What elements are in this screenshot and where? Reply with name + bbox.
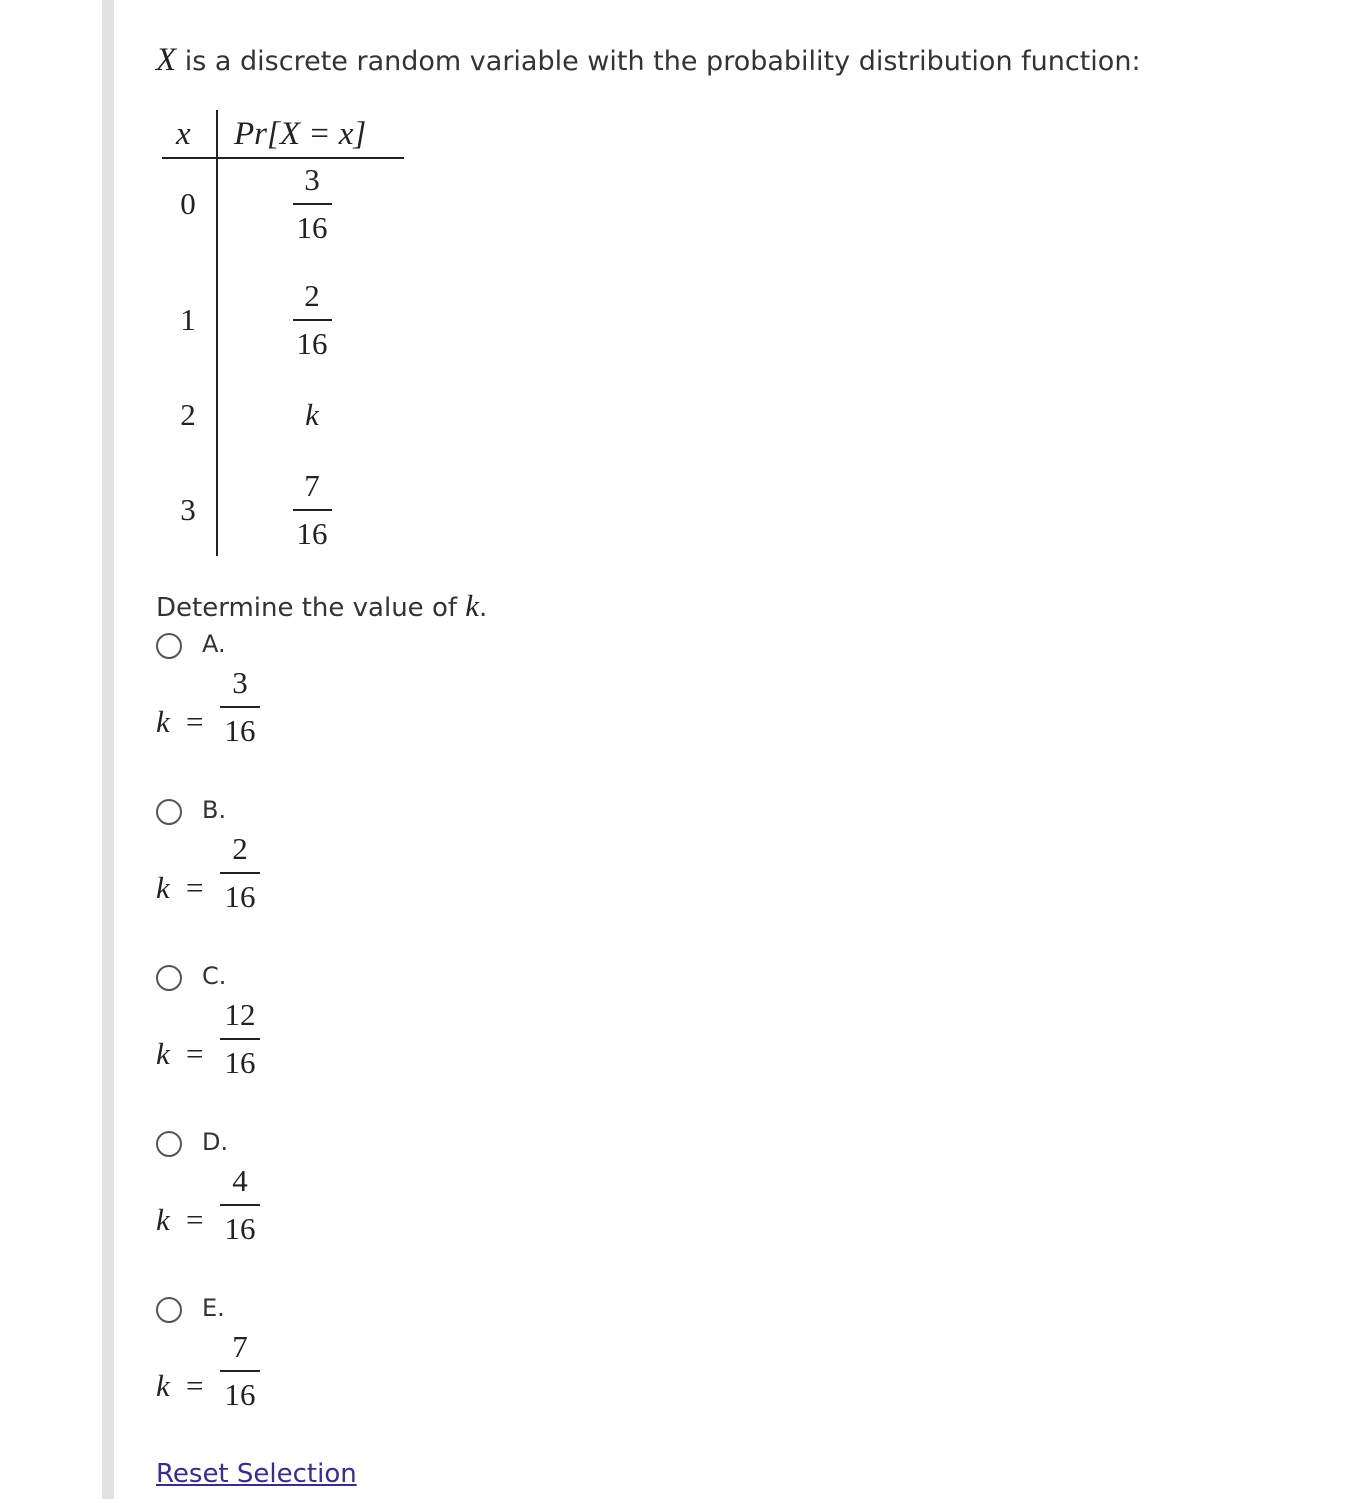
radio-button[interactable] [156, 1131, 182, 1157]
fraction-numerator: 2 [304, 278, 320, 313]
question-period: . [479, 593, 488, 623]
fraction-bar [220, 706, 260, 708]
fraction-denominator: 16 [224, 1045, 256, 1080]
radio-button[interactable] [156, 1297, 182, 1323]
fraction-denominator: 16 [224, 879, 256, 914]
table-row-x: 2 [180, 397, 196, 432]
option-variable: k [156, 1036, 170, 1071]
table-row-probability: k [305, 397, 319, 432]
fraction [293, 276, 332, 364]
option-equals: = [186, 704, 204, 739]
fraction [220, 663, 260, 751]
prompt-text: is a discrete random variable with the probability distribution function: [184, 46, 1141, 77]
problem-statement [156, 42, 1141, 79]
option-equals: = [186, 870, 204, 905]
question-text [156, 588, 487, 624]
fraction [220, 829, 260, 917]
fraction-numerator: 2 [232, 831, 248, 866]
fraction-bar [220, 1038, 260, 1040]
option-equals: = [186, 1202, 204, 1237]
fraction-numerator: 7 [232, 1329, 248, 1364]
fraction-numerator: 4 [232, 1163, 248, 1198]
option-variable: k [156, 1202, 170, 1237]
question-variable: k [465, 588, 480, 623]
table-row-x: 1 [180, 302, 196, 337]
fraction-bar [293, 509, 332, 511]
fraction-bar [220, 1370, 260, 1372]
left-accent-bar [102, 0, 114, 1499]
fraction-denominator: 16 [224, 713, 256, 748]
option-variable: k [156, 870, 170, 905]
option-variable: k [156, 704, 170, 739]
table-row-probability [272, 276, 352, 364]
fraction-numerator: 3 [232, 665, 248, 700]
option-letter: E. [202, 1294, 225, 1322]
table-row-x: 3 [180, 492, 196, 527]
fraction [220, 995, 260, 1083]
table-row-probability [272, 466, 352, 554]
fraction-bar [293, 203, 332, 205]
fraction [293, 466, 332, 554]
prompt-variable: X [156, 42, 177, 78]
fraction-numerator: 12 [224, 997, 256, 1032]
fraction-bar [293, 319, 332, 321]
option-letter: D. [202, 1128, 229, 1156]
radio-button[interactable] [156, 965, 182, 991]
question-label: Determine the value of [156, 593, 458, 623]
fraction-bar [220, 1204, 260, 1206]
option-equals: = [186, 1036, 204, 1071]
reset-selection-link[interactable]: Reset Selection [156, 1459, 357, 1489]
fraction-denominator: 16 [224, 1377, 256, 1412]
question-content [156, 0, 1306, 1499]
option-letter: C. [202, 962, 227, 990]
option-letter: A. [202, 630, 226, 658]
radio-button[interactable] [156, 799, 182, 825]
fraction [220, 1327, 260, 1415]
option-equals: = [186, 1368, 204, 1403]
fraction [293, 160, 332, 248]
fraction-denominator: 16 [224, 1211, 256, 1246]
fraction [220, 1161, 260, 1249]
fraction-denominator: 16 [296, 210, 328, 245]
option-variable: k [156, 1368, 170, 1403]
distribution-table [162, 108, 404, 556]
fraction-denominator: 16 [296, 326, 328, 361]
fraction-numerator: 3 [304, 162, 320, 197]
fraction-numerator: 7 [304, 468, 320, 503]
table-row-probability [272, 160, 352, 248]
table-column-divider [216, 110, 218, 556]
fraction-bar [220, 872, 260, 874]
table-header-x: x [176, 116, 191, 152]
table-header-rule [162, 157, 404, 159]
radio-button[interactable] [156, 633, 182, 659]
table-header-probability: Pr[X = x] [234, 116, 367, 152]
table-row-x: 0 [180, 186, 196, 221]
fraction-denominator: 16 [296, 516, 328, 551]
option-letter: B. [202, 796, 227, 824]
